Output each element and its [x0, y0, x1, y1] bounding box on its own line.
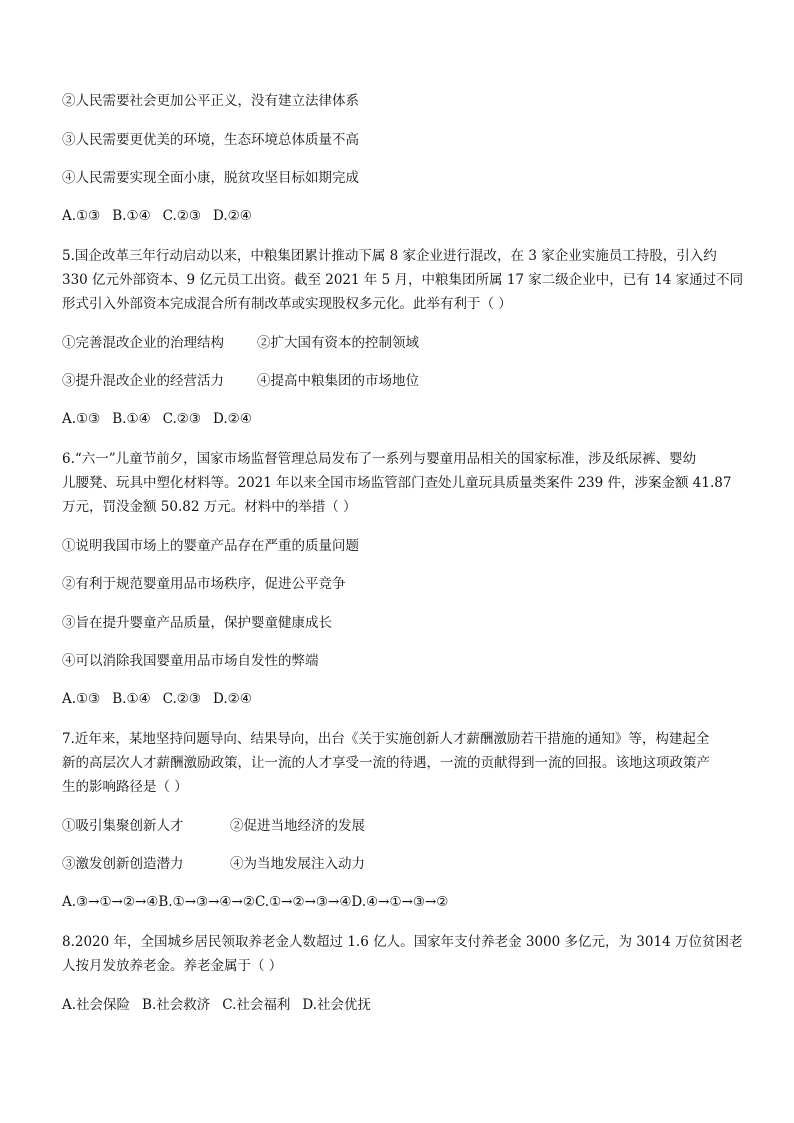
q8-stem-line-1: 8.2020 年，全国城乡居民领取养老金人数超过 1.6 亿人。国家年支付养老金 3000 多亿元，为 3014 万位贫困老 [62, 934, 743, 950]
q6-stem-line-3: 万元，罚没金额 50.82 万元。材料中的举措（ ） [62, 499, 357, 515]
q7-options-row-2 [62, 854, 734, 874]
q6-stem-line-2: 儿腰凳、玩具中塑化材料等。2021 年以来全国市场监管部门查处儿童玩具质量类案件 239 件，涉案金额 41.87 [62, 475, 732, 491]
q5-option-3: ③提升混改企业的经营活力 [62, 373, 224, 389]
q6-choice-b: B.①④ [112, 691, 151, 707]
q8-choice-d: D.社会优抚 [302, 997, 372, 1013]
q8-answer-choices [62, 995, 734, 1015]
q8-stem-line-2: 人按月发放养老金。养老金属于（ ） [62, 958, 283, 974]
q7-stem-line-1: 7.近年来，某地坚持问题导向、结果导向，出台《关于实施创新人才薪酬激励若干措施的通知》等，构建起全 [62, 731, 710, 747]
q6-choice-d: D.②④ [213, 691, 252, 707]
q4-choice-b: B.①④ [112, 208, 151, 224]
q5-choice-d: D.②④ [213, 411, 252, 427]
q8-choice-c: C.社会福利 [222, 997, 291, 1013]
q5-option-2: ②扩大国有资本的控制领域 [257, 335, 419, 351]
q5-options-row-2 [62, 371, 734, 391]
q6-choice-a: A.①③ [62, 691, 101, 707]
q7-stem-line-2: 新的高层次人才薪酬激励政策，让一流的人才享受一流的待遇，一流的贡献得到一流的回报。该地这项政策产 [62, 755, 710, 771]
q5-choice-a: A.①③ [62, 411, 101, 427]
q6-option-1: ①说明我国市场上的婴童产品存在严重的质量问题 [62, 538, 359, 554]
q7-option-2: ②促进当地经济的发展 [230, 818, 365, 834]
q5-stem-line-1: 5.国企改革三年行动启动以来，中粮集团累计推动下属 8 家企业进行混改，在 3 家企业实施员工持股，引入约 [62, 248, 717, 264]
q5-option-1: ①完善混改企业的治理结构 [62, 335, 224, 351]
q4-choice-c: C.②③ [162, 208, 202, 224]
q7-answer-choices: A.③→①→②→④B.①→③→④→②C.①→②→③→④D.④→①→③→② [62, 894, 449, 910]
q5-stem-line-3: 形式引入外部资本完成混合所有制改革或实现股权多元化。此举有利于（ ） [62, 296, 512, 312]
q7-option-4: ④为当地发展注入动力 [230, 856, 365, 872]
q6-answer-choices [62, 689, 734, 709]
q4-choice-d: D.②④ [213, 208, 252, 224]
q4-choice-a: A.①③ [62, 208, 101, 224]
q5-answer-choices [62, 409, 734, 429]
q5-choice-b: B.①④ [112, 411, 151, 427]
q6-option-2: ②有利于规范婴童用品市场秩序，促进公平竞争 [62, 576, 346, 592]
q7-option-1: ①吸引集聚创新人才 [62, 818, 184, 834]
q7-stem-line-3: 生的影响路径是（ ） [62, 779, 188, 795]
q6-option-4: ④可以消除我国婴童用品市场自发性的弊端 [62, 653, 319, 669]
q8-choice-a: A.社会保险 [62, 997, 131, 1013]
q7-options-row-1 [62, 816, 734, 836]
q6-option-3: ③旨在提升婴童产品质量，保护婴童健康成长 [62, 615, 332, 631]
q5-choice-c: C.②③ [162, 411, 202, 427]
q4-option-4: ④人民需要实现全面小康，脱贫攻坚目标如期完成 [62, 170, 359, 186]
q7-option-3: ③激发创新创造潜力 [62, 856, 184, 872]
q5-option-4: ④提高中粮集团的市场地位 [257, 373, 419, 389]
q4-option-3: ③人民需要更优美的环境，生态环境总体质量不高 [62, 132, 359, 148]
q6-stem-line-1: 6.“六一”儿童节前夕，国家市场监督管理总局发布了一系列与婴童用品相关的国家标准，涉及纸尿裤、婴幼 [62, 451, 697, 467]
q8-choice-b: B.社会救济 [142, 997, 211, 1013]
q5-options-row-1 [62, 333, 734, 353]
q6-choice-c: C.②③ [162, 691, 202, 707]
q4-option-2: ②人民需要社会更加公平正义，没有建立法律体系 [62, 93, 359, 109]
q5-stem-line-2: 330 亿元外部资本、9 亿元员工出资。截至 2021 年 5 月，中粮集团所属 17 家二级企业中，已有 14 家通过不同 [62, 272, 744, 288]
q4-answer-choices [62, 206, 734, 226]
